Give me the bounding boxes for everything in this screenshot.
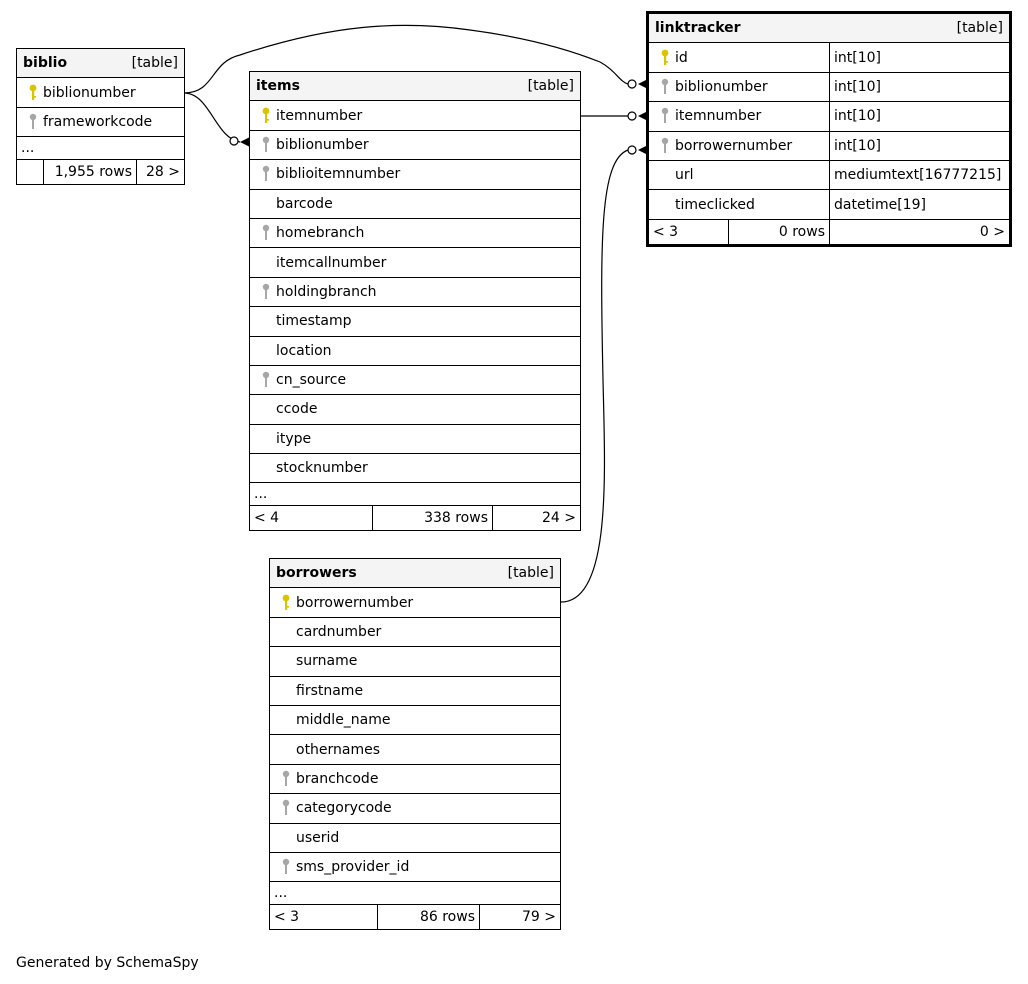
no-key-icon [655, 161, 675, 189]
column-row[interactable] [250, 278, 580, 307]
parents-count[interactable]: < 3 [653, 223, 679, 240]
column-row[interactable] [270, 677, 560, 706]
foreign-key-icon [23, 108, 43, 136]
foreign-key-icon [256, 131, 276, 159]
column-row[interactable] [250, 101, 580, 130]
table-header [649, 14, 1009, 43]
children-count[interactable]: 28 > [136, 160, 184, 184]
no-key-icon [256, 248, 276, 276]
column-name: borrowernumber [675, 137, 793, 154]
table-name: linktracker [655, 20, 741, 37]
column-row[interactable] [649, 190, 1009, 219]
foreign-key-icon [276, 765, 296, 793]
table-kind: [table] [131, 55, 178, 72]
column-name: biblionumber [43, 84, 136, 101]
column-name: timeclicked [675, 196, 755, 213]
table-header [17, 49, 184, 78]
children-count[interactable]: 24 > [492, 506, 580, 530]
row-count: 86 rows [377, 905, 479, 929]
column-name: biblionumber [276, 136, 369, 153]
no-key-icon [256, 454, 276, 482]
column-name: itemnumber [276, 107, 363, 124]
foreign-key-icon [655, 73, 675, 101]
foreign-key-icon [276, 794, 296, 822]
table-biblio[interactable] [16, 48, 185, 185]
column-row[interactable] [250, 307, 580, 336]
column-row[interactable] [250, 219, 580, 248]
column-row[interactable] [250, 131, 580, 160]
column-name: stocknumber [276, 460, 368, 477]
optional-end-marker [628, 146, 636, 154]
no-key-icon [276, 647, 296, 675]
link-biblio-items [184, 93, 240, 142]
primary-key-icon [276, 588, 296, 616]
no-key-icon [276, 677, 296, 705]
column-row[interactable] [250, 454, 580, 483]
no-key-icon [256, 425, 276, 453]
table-footer [270, 905, 560, 929]
column-name: borrowernumber [296, 594, 414, 611]
column-name: itype [276, 430, 312, 447]
table-kind: [table] [956, 20, 1003, 37]
column-row[interactable] [250, 395, 580, 424]
column-row[interactable] [250, 425, 580, 454]
table-footer [17, 160, 184, 184]
column-name: othernames [296, 741, 381, 758]
table-header [270, 559, 560, 588]
generated-by-credit: Generated by SchemaSpy [16, 955, 199, 971]
column-name: cardnumber [296, 623, 382, 640]
column-name: holdingbranch [276, 283, 377, 300]
column-name: categorycode [296, 800, 392, 817]
column-type: int[10] [829, 73, 1009, 101]
more-columns-ellipsis: ... [250, 483, 580, 506]
primary-key-icon [256, 101, 276, 129]
table-footer [649, 220, 1009, 244]
table-borrowers[interactable] [269, 558, 561, 930]
column-name: ccode [276, 401, 318, 418]
foreign-key-icon [256, 366, 276, 394]
table-name: borrowers [276, 565, 357, 582]
column-type: datetime[19] [829, 190, 1009, 218]
table-header [250, 72, 580, 101]
column-row[interactable] [250, 160, 580, 189]
column-row[interactable] [270, 765, 560, 794]
column-row[interactable] [649, 43, 1009, 72]
foreign-key-icon [276, 853, 296, 881]
more-columns-ellipsis: ... [17, 137, 184, 160]
column-type: int[10] [829, 132, 1009, 160]
no-key-icon [256, 307, 276, 335]
no-key-icon [655, 190, 675, 218]
column-row[interactable] [270, 824, 560, 853]
parents-count[interactable] [17, 160, 43, 184]
column-row[interactable] [270, 647, 560, 676]
no-key-icon [276, 735, 296, 763]
column-name: surname [296, 653, 358, 670]
no-key-icon [256, 395, 276, 423]
row-count: 338 rows [372, 506, 492, 530]
column-row[interactable] [649, 132, 1009, 161]
column-name: frameworkcode [43, 113, 153, 130]
column-row[interactable] [270, 706, 560, 735]
column-row[interactable] [250, 248, 580, 277]
table-footer [250, 506, 580, 530]
no-key-icon [276, 618, 296, 646]
foreign-key-icon [655, 132, 675, 160]
parents-count[interactable]: < 3 [274, 909, 300, 926]
column-name: firstname [296, 682, 364, 699]
primary-key-icon [23, 78, 43, 106]
column-row[interactable] [270, 588, 560, 617]
no-key-icon [256, 337, 276, 365]
column-type: int[10] [829, 43, 1009, 71]
column-row[interactable] [250, 366, 580, 395]
column-row[interactable] [250, 190, 580, 219]
row-count: 0 rows [728, 220, 829, 244]
column-name: itemcallnumber [276, 254, 387, 271]
column-row[interactable] [649, 161, 1009, 190]
column-row[interactable] [270, 735, 560, 764]
column-row[interactable] [17, 108, 184, 137]
primary-key-icon [655, 43, 675, 71]
column-row[interactable] [270, 618, 560, 647]
foreign-key-icon [256, 278, 276, 306]
column-name: biblionumber [675, 78, 768, 95]
column-name: barcode [276, 195, 333, 212]
foreign-key-icon [256, 160, 276, 188]
column-name: location [276, 342, 332, 359]
column-name: homebranch [276, 225, 365, 242]
table-name: items [256, 78, 300, 95]
column-name: timestamp [276, 313, 352, 330]
column-row[interactable] [17, 78, 184, 107]
table-items[interactable] [249, 71, 581, 531]
no-key-icon [256, 190, 276, 218]
column-name: userid [296, 829, 340, 846]
table-kind: [table] [507, 565, 554, 582]
column-name: branchcode [296, 770, 379, 787]
column-row[interactable] [270, 853, 560, 882]
column-row[interactable] [649, 73, 1009, 102]
column-name: id [675, 49, 688, 66]
no-key-icon [276, 706, 296, 734]
column-row[interactable] [649, 102, 1009, 131]
column-name: middle_name [296, 712, 391, 729]
more-columns-ellipsis: ... [270, 882, 560, 905]
column-row[interactable] [250, 337, 580, 366]
optional-end-marker [628, 112, 636, 120]
column-name: biblioitemnumber [276, 166, 401, 183]
children-count[interactable]: 79 > [479, 905, 560, 929]
column-type: mediumtext[16777215] [829, 161, 1009, 189]
column-name: cn_source [276, 372, 347, 389]
column-type: int[10] [829, 102, 1009, 130]
optional-end-marker [628, 80, 636, 88]
column-row[interactable] [270, 794, 560, 823]
row-count: 1,955 rows [43, 160, 136, 184]
optional-end-marker [230, 137, 238, 145]
table-name: biblio [23, 55, 68, 72]
column-name: itemnumber [675, 108, 762, 125]
table-linktracker[interactable] [646, 11, 1012, 247]
column-name: url [675, 167, 694, 184]
no-key-icon [276, 824, 296, 852]
parents-count[interactable]: < 4 [254, 510, 280, 527]
column-name: sms_provider_id [296, 859, 410, 876]
table-kind: [table] [527, 78, 574, 95]
children-count[interactable]: 0 > [829, 220, 1009, 244]
foreign-key-icon [256, 219, 276, 247]
foreign-key-icon [655, 102, 675, 130]
